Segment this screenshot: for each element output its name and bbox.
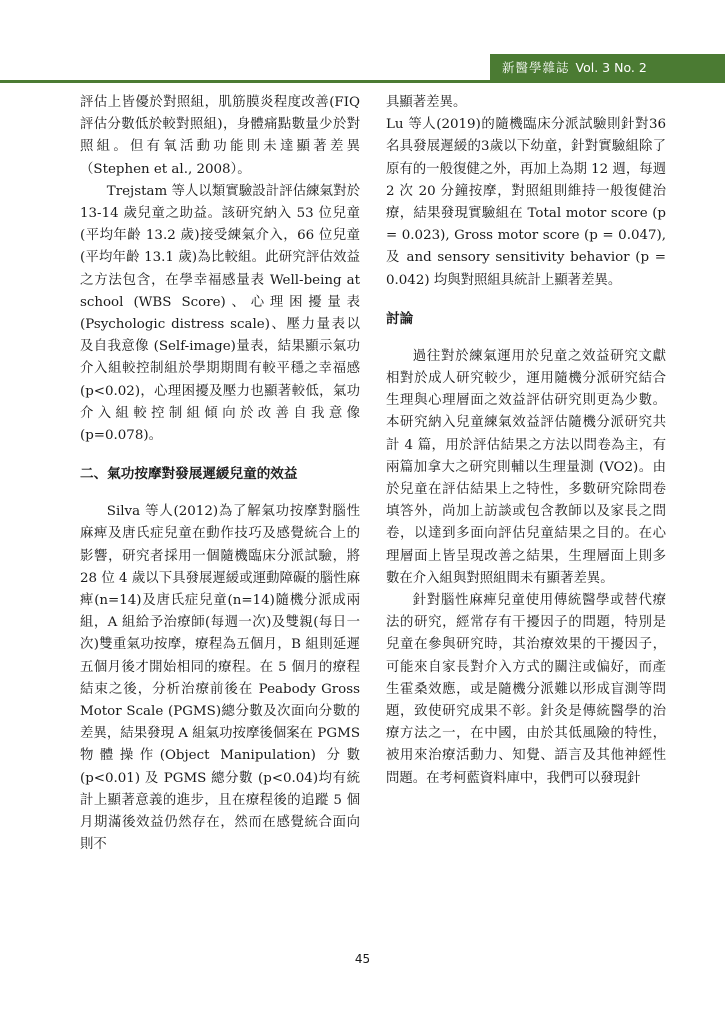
paragraph: Trejstam 等人以類實驗設計評估練氣對於 13-14 歲兒童之助益。該研究納入 53 位兒童(平均年齡 13.2 歲)接受練氣介入，66 位兒童(平均年齡 13.1 歲)為比較組。此研究評估效益之方法包含，在學幸福感量表 Well-being at school (WBS Score)、心理困擾量表 (Psychologic distress scale)、壓力量表以及自我意像 (Self-image)量表，結果顯示氣功介入組較控制組於學期期間有較平穩之幸福感(p<0.02)，心理困擾及壓力也顯著較低，氣功介入組較控制組傾向於改善自我意像(p=0.078)。 (80, 183, 360, 444)
spacer (80, 485, 360, 501)
left-column (80, 92, 360, 857)
paragraph: Silva 等人(2012)為了解氣功按摩對腦性麻痺及唐氏症兒童在動作技巧及感覺統合上的影響，研究者採用一個隨機臨床分派試驗，將 28 位 4 歲以下具發展遲緩或運動障礙的腦性麻痺(n=14)及唐氏症兒童(n=14)隨機分派成兩組，A 組給予治療師(每週一次)及雙親(每日一次)雙重氣功按摩，療程為五個月，B 組則延遲五個月後才開始相同的療程。在 5 個月的療程結束之後，分析治療前後在 Peabody Gross Motor Scale (PGMS)總分數及次面向分數的差異，結果發現 A 組氣功按摩後個案在 PGMS 物體操作(Object Manipulation) 分數 (p<0.01) 及 PGMS 總分數 (p<0.04)均有統計上顯著意義的進步，且在療程後的追蹤 5 個月期滿後效益仍然存在，然而在感覺統合面向則不 (80, 504, 360, 853)
paragraph: 針對腦性麻痺兒童使用傳統醫學或替代療法的研究，經常存有干擾因子的問題，特別是兒童在參與研究時，其治療效果的干擾因子，可能來自家長對介入方式的關注或偏好，而產生霍桑效應，或是隨機分派難以形成盲測等問題，致使研究成果不彰。針灸是傳統醫學的治療方法之一，在中國，由於其低風險的特性，被用來治療活動力、知覺、語言及其他神經性問題。在考柯藍資料庫中，我們可以發現針 (386, 593, 666, 786)
journal-volume: Vol. 3 No. 2 (575, 59, 647, 75)
paragraph: Lu 等人(2019)的隨機臨床分派試驗則針對36名具發展遲緩的3歲以下幼童，針對實驗組除了原有的一般復健之外，再加上為期 12 週，每週 2 次 20 分鐘按摩，對照組則維持一般復健治療，結果發現實驗組在 Total motor score (p = 0.023), Gross motor score (p = 0.047), 及 and sensory sensitivity behavior (p = 0.042) 均與對照組具統計上顯著差異。 (386, 117, 666, 288)
paragraph: 過往對於練氣運用於兒童之效益研究文獻相對於成人研究較少，運用隨機分派研究結合生理與心理層面之效益評估研究則更為少數。本研究納入兒童練氣效益評估隨機分派研究共計 4 篇，用於評估結果之方法以問卷為主，有兩篇加拿大之研究則輔以生理量測 (VO2)。由於兒童在評估結果上之特性，多數研究除問卷填答外，尚加上訪談或包含教師以及家長之問卷，以達到多面向評估兒童結果之目的。在心理層面上皆呈現改善之結果，生理層面上則多數在介入組與對照組間未有顯著差異。 (386, 348, 666, 586)
section-heading: 討論 (386, 310, 414, 327)
paragraph: 具顯著差異。 (386, 95, 467, 110)
spacer (386, 330, 666, 346)
journal-header (490, 54, 725, 80)
spacer (386, 292, 666, 308)
spacer (80, 447, 360, 463)
section-heading: 二、氣功按摩對發展遲緩兒童的效益 (80, 466, 298, 483)
page-number: 45 (354, 952, 371, 966)
header-rule (0, 80, 725, 83)
right-column (386, 92, 666, 790)
paragraph: 評估上皆優於對照組，肌筋膜炎程度改善(FIQ 評估分數低於較對照組)，身體痛點數量少於對照組。但有氧活動功能則未達顯著差異（Stephen et al., 2008）。 (80, 95, 360, 177)
journal-name: 新醫學雜誌 (502, 60, 570, 75)
